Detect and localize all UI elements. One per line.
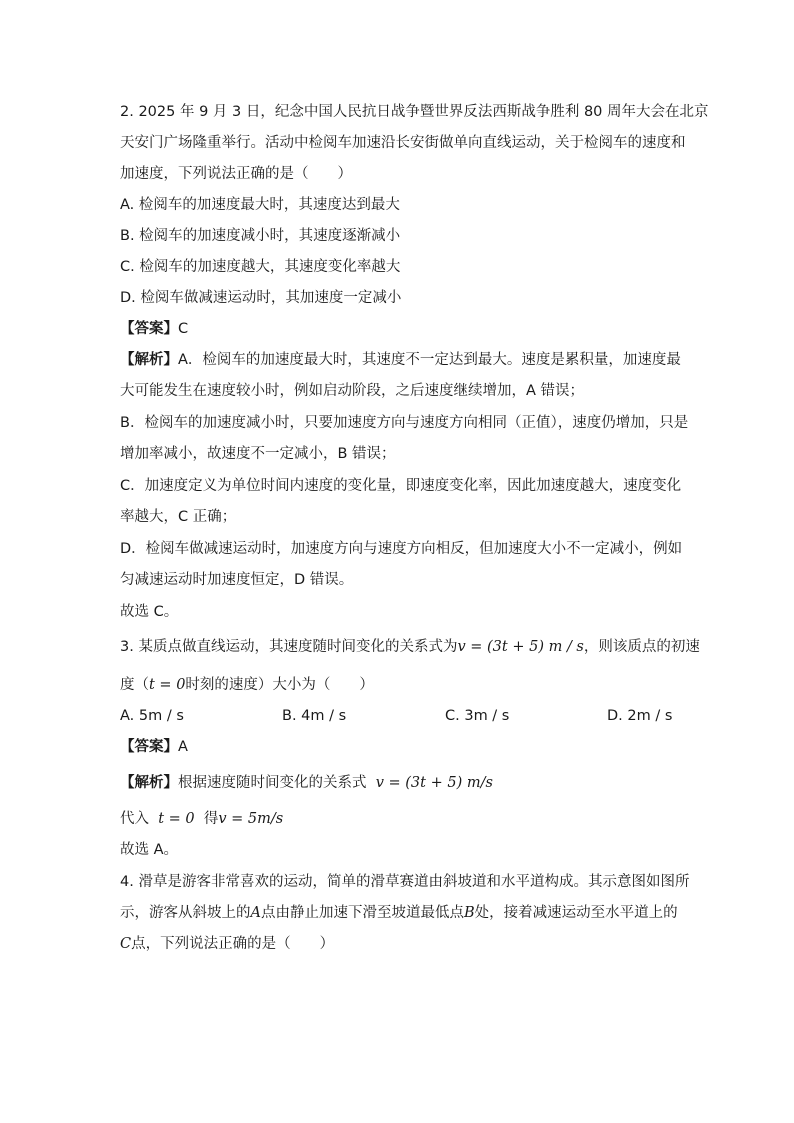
q2-analysis-d1: D．检阅车做减速运动时，加速度方向与速度方向相反，但加速度大小不一定减小，例如 — [120, 541, 683, 557]
q2-analysis-a2: 大可能发生在速度较小时，例如启动阶段，之后速度继续增加，A 错误； — [120, 383, 585, 399]
analysis-text: A．检阅车的加速度最大时，其速度不一定达到最大。速度是累积量，加速度最 — [178, 352, 681, 368]
answer-label: 【答案】 — [120, 321, 178, 337]
q2-stem-line1: 2. 2025 年 9 月 3 日，纪念中国人民抗日战争暨世界反法西斯战争胜利 80 周年大会在北京 — [120, 104, 709, 120]
q3-option-a: A. 5m / s — [120, 708, 184, 724]
q3-analysis — [120, 773, 493, 793]
q2-stem-line2: 天安门广场隆重举行。活动中检阅车加速沿长安街做单向直线运动，关于检阅车的速度和 — [120, 135, 686, 151]
q3-stem-text-end: ，则该质点的初速 — [583, 639, 700, 655]
q3-stem-line1 — [120, 637, 700, 657]
q2-option-a: A. 检阅车的加速度最大时，其速度达到最大 — [120, 197, 400, 213]
q4-text-c: 处，接着减速运动至水平道上的 — [474, 905, 678, 921]
q2-analysis-a1 — [120, 350, 681, 370]
time-formula: t = 0 — [149, 677, 186, 693]
q3-stem-text: 3. 某质点做直线运动，其速度随时间变化的关系式为 — [120, 639, 458, 655]
q2-stem-line3: 加速度，下列说法正确的是（ ） — [120, 166, 352, 182]
q2-answer — [120, 319, 188, 339]
q4-stem-line1: 4. 滑草是游客非常喜欢的运动，简单的滑草赛道由斜坡道和水平道构成。其示意图如图所 — [120, 874, 690, 890]
q2-conclusion: 故选 C。 — [120, 604, 179, 620]
q2-analysis-b1: B．检阅车的加速度减小时，只要加速度方向与速度方向相同（正值），速度仍增加，只是 — [120, 415, 689, 431]
q2-analysis-b2: 增加率减小，故速度不一定减小，B 错误； — [120, 446, 396, 462]
answer-value: C — [178, 321, 189, 337]
q3-stem-line2 — [120, 675, 374, 695]
q3-option-b: B. 4m / s — [282, 708, 347, 724]
q3-stem-text: 度（ — [120, 677, 149, 693]
q2-analysis-d2: 匀减速运动时加速度恒定，D 错误。 — [120, 572, 354, 588]
q4-text-b: 点由静止加速下滑至坡道最低点 — [260, 905, 464, 921]
q4-text-end: 点，下列说法正确的是（ ） — [131, 936, 335, 952]
point-a: A — [250, 905, 261, 921]
analysis-label: 【解析】 — [120, 775, 178, 791]
q2-analysis-c1: C．加速度定义为单位时间内速度的变化量，即速度变化率，因此加速度越大，速度变化 — [120, 478, 682, 494]
q4-stem-line3 — [120, 934, 334, 954]
q4-text-a: 示，游客从斜坡上的 — [120, 905, 251, 921]
q2-option-d: D. 检阅车做减速运动时，其加速度一定减小 — [120, 290, 402, 306]
answer-value: A — [178, 739, 188, 755]
answer-label: 【答案】 — [120, 739, 178, 755]
q3-option-c: C. 3m / s — [445, 708, 510, 724]
q2-option-c: C. 检阅车的加速度越大，其速度变化率越大 — [120, 259, 401, 275]
velocity-formula: v = (3t + 5) m/s — [375, 775, 493, 791]
q3-option-d: D. 2m / s — [607, 708, 673, 724]
q3-answer — [120, 737, 188, 757]
q3-conclusion: 故选 A。 — [120, 842, 179, 858]
q3-stem-text-end: 时刻的速度）大小为（ ） — [185, 677, 374, 693]
point-b: B — [463, 905, 475, 921]
velocity-result: v = 5m/s — [218, 811, 284, 827]
analysis-label: 【解析】 — [120, 352, 178, 368]
q3-substitution — [120, 809, 283, 829]
time-value: t = 0 — [158, 811, 195, 827]
point-c: C — [120, 936, 132, 952]
velocity-formula: v = (3t + 5) m / s — [457, 639, 584, 655]
substitution-label: 代入 — [120, 811, 149, 827]
q2-analysis-c2: 率越大，C 正确； — [120, 509, 237, 525]
q2-option-b: B. 检阅车的加速度减小时，其速度逐渐减小 — [120, 228, 401, 244]
substitution-mid: 得 — [203, 811, 219, 827]
q4-stem-line2 — [120, 903, 678, 923]
analysis-text: 根据速度随时间变化的关系式 — [178, 775, 367, 791]
